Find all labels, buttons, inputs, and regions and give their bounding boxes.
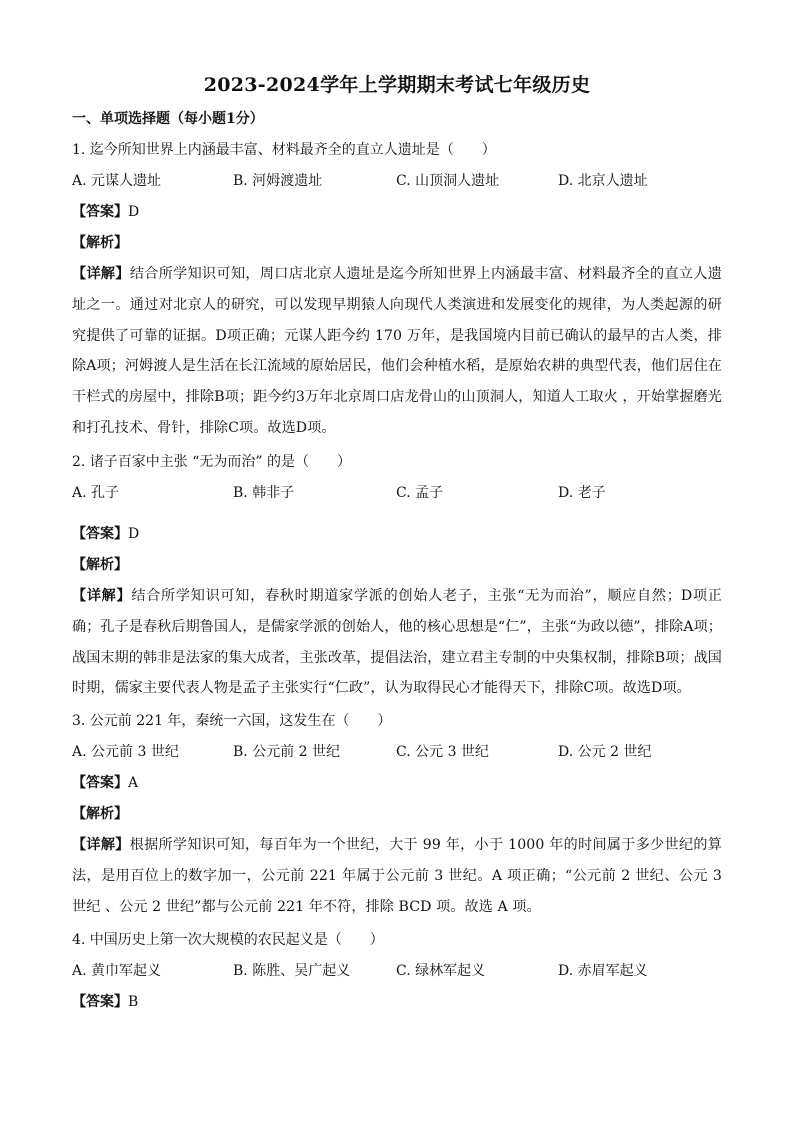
detail-label: 【详解】 [72, 588, 132, 604]
detail-text: 结合所学知识可知，周口店北京人遗址是迄今所知世界上内涵最丰富、材料最齐全的直立人遗址之一。通过对北京人的研究，可以发现早期猿人向现代人类演进和发展变化的规律，为人类起源的研究提供了可靠的证据。D项正确；元谋人距今约 170 万年，是我国境内目前已确认的最早的古人类，排除A项；河姆渡人是生活在长江流域的原始居民，他们会种植水稻，是原始农耕的典型代表，他们居住在干栏式的房屋中，排除B项；距今约3万年北京周口店龙骨山的山顶洞人，知道人工取火 ，开始掌握磨光和打孔技术、骨针，排除C项。故选D项。 [72, 266, 722, 436]
question-2-option-a: A. 孔子 [72, 485, 120, 501]
question-4-answer [72, 992, 722, 1012]
question-4-stem: 4. 中国历史上第一次大规模的农民起义是（ ） [72, 932, 384, 948]
question-3-answer [72, 773, 722, 793]
question-1-analysis-label: 【解析】 [72, 235, 128, 251]
question-4-option-d: D. 赤眉军起义 [558, 963, 648, 979]
question-3-detail [72, 830, 722, 922]
question-2-option-b: B. 韩非子 [233, 485, 295, 501]
question-3-option-b: B. 公元前 2 世纪 [233, 744, 340, 760]
answer-label: 【答案】 [72, 526, 128, 542]
question-1-option-c: C. 山顶洞人遗址 [396, 173, 500, 189]
question-4-option-a: A. 黄巾军起义 [72, 963, 162, 979]
detail-label: 【详解】 [72, 266, 130, 282]
question-3-option-d: D. 公元 2 世纪 [558, 744, 652, 760]
answer-label: 【答案】 [72, 994, 128, 1010]
question-2-detail [72, 581, 722, 704]
question-3-option-c: C. 公元 3 世纪 [396, 744, 489, 760]
answer-label: 【答案】 [72, 775, 128, 791]
question-2-option-c: C. 孟子 [396, 485, 444, 501]
answer-label: 【答案】 [72, 204, 128, 220]
section-heading: 一、单项选择题（每小题1分） [72, 111, 264, 127]
answer-value: D [128, 526, 140, 542]
detail-label: 【详解】 [72, 837, 130, 853]
question-4-option-b: B. 陈胜、吴广起义 [233, 963, 351, 979]
question-2-option-d: D. 老子 [558, 485, 606, 501]
question-2-analysis-label: 【解析】 [72, 557, 128, 573]
question-3-analysis-label: 【解析】 [72, 806, 128, 822]
question-1-option-b: B. 河姆渡遗址 [233, 173, 323, 189]
question-1-stem: 1. 迄今所知世界上内涵最丰富、材料最齐全的直立人遗址是（ ） [72, 142, 496, 158]
answer-value: A [128, 775, 139, 791]
question-1-option-d: D. 北京人遗址 [558, 173, 648, 189]
question-1-detail [72, 259, 722, 444]
page-title: 2023-2024学年上学期期末考试七年级历史 [203, 74, 591, 96]
detail-text: 根据所学知识可知，每百年为一个世纪，大于 99 年，小于 1000 年的时间属于多少世纪的算法，是用百位上的数字加一，公元前 221 年属于公元前 3 世纪。A 项正确；“公元前 2 世纪、公元 3 世纪 、公元 2 世纪”都与公元前 221 年不符，排除 BCD 项。故选 A 项。 [72, 837, 722, 915]
question-1-answer [72, 202, 722, 222]
answer-value: D [128, 204, 140, 220]
question-2-answer [72, 524, 722, 544]
question-2-stem: 2. 诸子百家中主张 “无为而治” 的是（ ） [72, 454, 352, 470]
question-1-option-a: A. 元谋人遗址 [72, 173, 162, 189]
detail-text: 结合所学知识可知，春秋时期道家学派的创始人老子，主张“无为而治”，顺应自然；D项正确；孔子是春秋后期鲁国人，是儒家学派的创始人，他的核心思想是“仁”，主张“为政以德”，排除A项；战国末期的韩非是法家的集大成者，主张改革，提倡法治，建立君主专制的中央集权制，排除B项；战国时期，儒家主要代表人物是孟子主张实行“仁政”，认为取得民心才能得天下，排除C项。故选D项。 [72, 588, 722, 697]
question-4-option-c: C. 绿林军起义 [396, 963, 486, 979]
answer-value: B [128, 994, 139, 1010]
question-3-stem: 3. 公元前 221 年，秦统一六国，这发生在（ ） [72, 713, 392, 729]
question-3-option-a: A. 公元前 3 世纪 [72, 744, 179, 760]
